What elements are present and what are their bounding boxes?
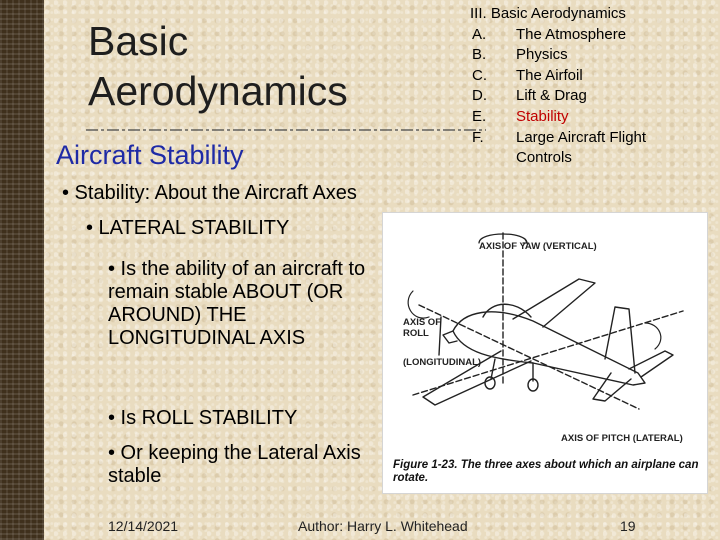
outline-letter: A.	[472, 25, 487, 43]
section-subtitle: Aircraft Stability	[56, 140, 244, 170]
figure-caption: Figure 1-23. The three axes about which an airplane can rotate.	[393, 459, 699, 484]
bullet-lateral-stability: • LATERAL STABILITY	[86, 217, 290, 239]
bullet-definition: • Is the ability of an aircraft to remain stable ABOUT (OR AROUND) THE LONGITUDINAL AXIS	[108, 258, 366, 349]
footer-date: 12/14/2021	[108, 518, 179, 534]
airplane-axes-figure	[382, 212, 708, 494]
outline-text: Physics	[516, 46, 568, 64]
slide-title	[88, 16, 348, 116]
bullet-lateral-axis: • Or keeping the Lateral Axis stable	[108, 442, 361, 487]
label-longitudinal: (LONGITUDINAL)	[403, 357, 482, 368]
outline-item-atmosphere	[430, 25, 686, 46]
footer-author: Author: Harry L. Whitehead	[298, 518, 468, 534]
bullet-stability-axes: • Stability: About the Aircraft Axes	[62, 182, 357, 204]
airplane-drawing	[383, 213, 709, 495]
outline-item-airfoil	[430, 66, 686, 87]
outline-text: Stability	[516, 107, 569, 125]
outline-text: The Airfoil	[516, 66, 583, 84]
title-line-2: Aerodynamics	[88, 68, 348, 114]
outline-text: Lift & Drag	[516, 87, 587, 105]
outline-item-stability	[430, 107, 686, 128]
outline-letter: C.	[472, 66, 487, 84]
outline-letter: D.	[472, 87, 487, 105]
outline-text: Large Aircraft Flight Controls	[516, 128, 647, 167]
outline-item-flight-controls	[430, 128, 686, 169]
outline-heading: III. Basic Aerodynamics	[470, 5, 626, 22]
label-roll-axis: AXIS OF ROLL	[403, 317, 442, 339]
outline-letter: E.	[472, 107, 487, 125]
course-outline	[430, 4, 686, 169]
title-line-1: Basic	[88, 18, 189, 64]
outline-item-physics	[430, 45, 686, 66]
outline-letter: B.	[472, 46, 487, 64]
outline-text: The Atmosphere	[516, 25, 627, 43]
title-divider	[86, 128, 486, 132]
outline-item-lift-drag	[430, 86, 686, 107]
decorative-sidebar	[0, 0, 44, 540]
outline-letter: F.	[472, 128, 484, 146]
footer-page-number: 19	[620, 518, 636, 534]
bullet-roll-stability: • Is ROLL STABILITY	[108, 407, 298, 429]
label-yaw-axis: AXIS OF YAW (VERTICAL)	[479, 241, 597, 252]
label-pitch-axis: AXIS OF PITCH (LATERAL)	[561, 433, 683, 444]
